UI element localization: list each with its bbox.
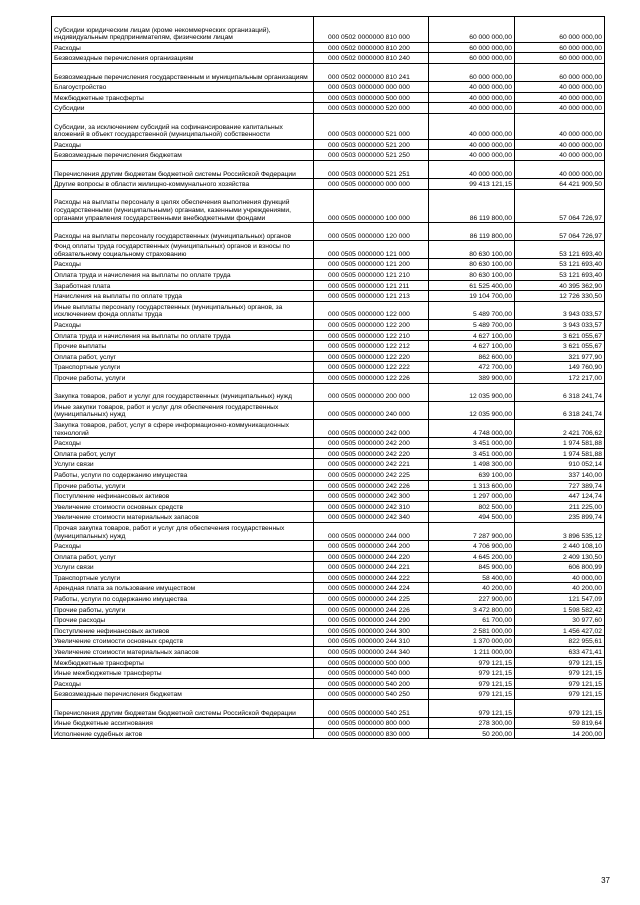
row-name: Оплата работ, услуг (52, 351, 314, 362)
row-fact: 3 943 033,57 (515, 320, 605, 331)
row-fact: 1 598 582,42 (515, 604, 605, 615)
row-fact: 40 000,00 (515, 572, 605, 583)
row-name: Расходы (52, 259, 314, 270)
row-name: Расходы (52, 438, 314, 449)
row-name: Оплата труда и начисления на выплаты по оплате труда (52, 270, 314, 281)
table-row (52, 615, 605, 626)
table-row (52, 63, 605, 81)
row-plan: 60 000 000,00 (429, 63, 515, 81)
row-name: Расходы (52, 42, 314, 53)
row-plan: 60 000 000,00 (429, 17, 515, 43)
row-plan: 4 645 200,00 (429, 551, 515, 562)
row-fact: 59 819,64 (515, 718, 605, 729)
row-code: 000 0505 0000000 242 221 (314, 459, 429, 470)
table-row (52, 351, 605, 362)
row-fact: 979 121,15 (515, 689, 605, 700)
row-fact: 40 200,00 (515, 583, 605, 594)
table-row (52, 401, 605, 419)
row-name: Расходы (52, 678, 314, 689)
row-plan: 979 121,15 (429, 700, 515, 718)
row-name: Закупка товаров, работ, услуг в сфере информационно-коммуникационных технологий (52, 419, 314, 437)
row-code: 000 0505 0000000 244 224 (314, 583, 429, 594)
table-row (52, 728, 605, 739)
row-code: 000 0505 0000000 122 210 (314, 330, 429, 341)
row-name: Увеличение стоимости материальных запасов (52, 647, 314, 658)
row-plan: 86 119 800,00 (429, 223, 515, 241)
row-fact: 53 121 693,40 (515, 270, 605, 281)
row-code: 000 0505 0000000 244 221 (314, 562, 429, 573)
table-row (52, 459, 605, 470)
row-code: 000 0502 0000000 810 240 (314, 53, 429, 64)
row-plan: 5 489 700,00 (429, 320, 515, 331)
table-row (52, 419, 605, 437)
row-name: Прочие работы, услуги (52, 480, 314, 491)
row-name: Расходы (52, 320, 314, 331)
row-name: Услуги связи (52, 562, 314, 573)
row-code: 000 0505 0000000 540 251 (314, 700, 429, 718)
row-name: Прочая закупка товаров, работ и услуг для обеспечения государственных (муниципальных) нужд (52, 522, 314, 540)
row-code: 000 0505 0000000 830 000 (314, 728, 429, 739)
row-fact: 979 121,15 (515, 678, 605, 689)
row-name: Фонд оплаты труда государственных (муниципальных) органов и взносы по обязательному социальному страхованию (52, 241, 314, 259)
row-plan: 61 525 400,00 (429, 280, 515, 291)
row-fact: 53 121 693,40 (515, 259, 605, 270)
row-plan: 40 200,00 (429, 583, 515, 594)
table-row (52, 189, 605, 222)
row-name: Исполнение судебных актов (52, 728, 314, 739)
table-row (52, 330, 605, 341)
row-plan: 5 489 700,00 (429, 301, 515, 319)
row-fact: 40 000 000,00 (515, 103, 605, 114)
row-fact: 633 471,41 (515, 647, 605, 658)
row-code: 000 0505 0000000 122 200 (314, 320, 429, 331)
row-code: 000 0505 0000000 000 000 (314, 179, 429, 190)
row-code: 000 0505 0000000 540 000 (314, 668, 429, 679)
row-code: 000 0505 0000000 100 000 (314, 189, 429, 222)
row-name: Безвозмездные перечисления организациям (52, 53, 314, 64)
row-fact: 57 064 726,97 (515, 189, 605, 222)
row-code: 000 0503 0000000 521 251 (314, 160, 429, 178)
row-code: 000 0502 0000000 810 241 (314, 63, 429, 81)
table-row (52, 150, 605, 161)
row-code: 000 0505 0000000 120 000 (314, 223, 429, 241)
row-name: Прочие работы, услуги (52, 373, 314, 384)
row-fact: 30 977,60 (515, 615, 605, 626)
row-plan: 60 000 000,00 (429, 53, 515, 64)
row-code: 000 0505 0000000 244 000 (314, 522, 429, 540)
row-plan: 4 748 000,00 (429, 419, 515, 437)
row-name: Другие вопросы в области жилищно-коммунального хозяйства (52, 179, 314, 190)
row-code: 000 0503 0000000 000 000 (314, 82, 429, 93)
table-row (52, 438, 605, 449)
table-row (52, 700, 605, 718)
row-code: 000 0505 0000000 240 000 (314, 401, 429, 419)
row-code: 000 0505 0000000 500 000 (314, 657, 429, 668)
row-code: 000 0505 0000000 540 200 (314, 678, 429, 689)
row-plan: 1 297 000,00 (429, 491, 515, 502)
row-name: Перечисления другим бюджетам бюджетной системы Российской Федерации (52, 700, 314, 718)
row-fact: 6 318 241,74 (515, 401, 605, 419)
row-name: Субсидии, за исключением субсидий на софинансирование капитальных вложений в объект государственной (муниципальной) собственности (52, 113, 314, 139)
row-name: Транспортные услуги (52, 362, 314, 373)
table-row (52, 42, 605, 53)
table-row (52, 362, 605, 373)
row-fact: 40 000 000,00 (515, 82, 605, 93)
row-fact: 60 000 000,00 (515, 63, 605, 81)
row-fact: 979 121,15 (515, 657, 605, 668)
row-plan: 40 000 000,00 (429, 139, 515, 150)
table-row (52, 448, 605, 459)
table-row (52, 160, 605, 178)
table-row (52, 562, 605, 573)
row-code: 000 0505 0000000 242 225 (314, 469, 429, 480)
row-code: 000 0505 0000000 121 213 (314, 291, 429, 302)
table-row (52, 636, 605, 647)
row-fact: 2 409 130,50 (515, 551, 605, 562)
row-fact: 40 000 000,00 (515, 92, 605, 103)
row-fact: 979 121,15 (515, 700, 605, 718)
row-fact: 40 000 000,00 (515, 139, 605, 150)
row-code: 000 0505 0000000 122 222 (314, 362, 429, 373)
row-plan: 4 706 900,00 (429, 541, 515, 552)
row-name: Оплата работ, услуг (52, 448, 314, 459)
row-code: 000 0503 0000000 500 000 (314, 92, 429, 103)
row-fact: 727 389,74 (515, 480, 605, 491)
row-code: 000 0505 0000000 244 310 (314, 636, 429, 647)
row-fact: 3 943 033,57 (515, 301, 605, 319)
row-plan: 1 313 600,00 (429, 480, 515, 491)
table-row (52, 689, 605, 700)
row-name: Увеличение стоимости основных средств (52, 636, 314, 647)
table-row (52, 179, 605, 190)
row-name: Межбюджетные трансферты (52, 92, 314, 103)
table-row (52, 301, 605, 319)
row-code: 000 0505 0000000 242 220 (314, 448, 429, 459)
row-code: 000 0505 0000000 200 000 (314, 383, 429, 401)
row-fact: 60 000 000,00 (515, 53, 605, 64)
row-name: Работы, услуги по содержанию имущества (52, 594, 314, 605)
row-code: 000 0505 0000000 242 226 (314, 480, 429, 491)
row-plan: 472 700,00 (429, 362, 515, 373)
row-plan: 86 119 800,00 (429, 189, 515, 222)
row-fact: 40 000 000,00 (515, 113, 605, 139)
row-plan: 2 581 000,00 (429, 625, 515, 636)
row-name: Безвозмездные перечисления бюджетам (52, 150, 314, 161)
row-code: 000 0505 0000000 242 200 (314, 438, 429, 449)
row-fact: 321 977,90 (515, 351, 605, 362)
row-fact: 235 899,74 (515, 512, 605, 523)
row-code: 000 0505 0000000 244 200 (314, 541, 429, 552)
row-code: 000 0505 0000000 242 340 (314, 512, 429, 523)
row-fact: 1 456 427,02 (515, 625, 605, 636)
row-fact: 2 421 706,62 (515, 419, 605, 437)
row-plan: 12 035 900,00 (429, 401, 515, 419)
row-name: Оплата работ, услуг (52, 551, 314, 562)
row-code: 000 0505 0000000 244 300 (314, 625, 429, 636)
row-plan: 40 000 000,00 (429, 160, 515, 178)
row-fact: 606 800,99 (515, 562, 605, 573)
row-fact: 60 000 000,00 (515, 17, 605, 43)
row-name: Прочие работы, услуги (52, 604, 314, 615)
row-name: Иные выплаты персоналу государственных (муниципальных) органов, за исключением фонда оплаты труда (52, 301, 314, 319)
row-fact: 40 000 000,00 (515, 160, 605, 178)
row-code: 000 0503 0000000 521 200 (314, 139, 429, 150)
row-code: 000 0505 0000000 244 220 (314, 551, 429, 562)
row-fact: 12 726 330,50 (515, 291, 605, 302)
row-name: Поступление нефинансовых активов (52, 625, 314, 636)
row-code: 000 0503 0000000 520 000 (314, 103, 429, 114)
row-code: 000 0505 0000000 121 000 (314, 241, 429, 259)
table-row (52, 522, 605, 540)
row-code: 000 0505 0000000 121 210 (314, 270, 429, 281)
row-code: 000 0505 0000000 540 250 (314, 689, 429, 700)
table-row (52, 241, 605, 259)
row-code: 000 0505 0000000 122 212 (314, 341, 429, 352)
table-row (52, 501, 605, 512)
row-fact: 979 121,15 (515, 668, 605, 679)
row-plan: 40 000 000,00 (429, 82, 515, 93)
row-fact: 14 200,00 (515, 728, 605, 739)
row-name: Расходы (52, 139, 314, 150)
row-name: Безвозмездные перечисления государственным и муниципальным организациям (52, 63, 314, 81)
row-plan: 3 451 000,00 (429, 438, 515, 449)
table-row (52, 53, 605, 64)
table-row (52, 103, 605, 114)
row-fact: 172 217,00 (515, 373, 605, 384)
row-name: Оплата труда и начисления на выплаты по оплате труда (52, 330, 314, 341)
row-code: 000 0505 0000000 242 000 (314, 419, 429, 437)
row-name: Начисления на выплаты по оплате труда (52, 291, 314, 302)
row-fact: 211 225,00 (515, 501, 605, 512)
row-fact: 910 052,14 (515, 459, 605, 470)
row-plan: 802 500,00 (429, 501, 515, 512)
row-name: Услуги связи (52, 459, 314, 470)
row-code: 000 0505 0000000 242 300 (314, 491, 429, 502)
row-fact: 1 974 581,88 (515, 448, 605, 459)
table-row (52, 678, 605, 689)
row-code: 000 0502 0000000 810 200 (314, 42, 429, 53)
table-row (52, 572, 605, 583)
row-name: Транспортные услуги (52, 572, 314, 583)
row-code: 000 0505 0000000 121 200 (314, 259, 429, 270)
row-plan: 40 000 000,00 (429, 113, 515, 139)
row-name: Увеличение стоимости основных средств (52, 501, 314, 512)
row-plan: 80 630 100,00 (429, 241, 515, 259)
row-plan: 227 900,00 (429, 594, 515, 605)
row-fact: 57 064 726,97 (515, 223, 605, 241)
row-plan: 40 000 000,00 (429, 150, 515, 161)
table-row (52, 373, 605, 384)
row-name: Увеличение стоимости материальных запасов (52, 512, 314, 523)
row-fact: 121 547,09 (515, 594, 605, 605)
row-plan: 639 100,00 (429, 469, 515, 480)
table-row (52, 594, 605, 605)
row-plan: 979 121,15 (429, 678, 515, 689)
table-row (52, 223, 605, 241)
table-row (52, 113, 605, 139)
row-plan: 4 627 100,00 (429, 330, 515, 341)
row-fact: 64 421 909,50 (515, 179, 605, 190)
row-name: Прочие расходы (52, 615, 314, 626)
row-fact: 447 124,74 (515, 491, 605, 502)
row-plan: 979 121,15 (429, 689, 515, 700)
row-code: 000 0505 0000000 800 000 (314, 718, 429, 729)
table-row (52, 541, 605, 552)
row-name: Межбюджетные трансферты (52, 657, 314, 668)
row-fact: 40 000 000,00 (515, 150, 605, 161)
row-code: 000 0505 0000000 122 220 (314, 351, 429, 362)
row-name: Заработная плата (52, 280, 314, 291)
table-row (52, 657, 605, 668)
row-fact: 60 000 000,00 (515, 42, 605, 53)
row-fact: 822 955,61 (515, 636, 605, 647)
row-plan: 7 287 900,00 (429, 522, 515, 540)
row-code: 000 0505 0000000 244 340 (314, 647, 429, 658)
row-name: Поступление нефинансовых активов (52, 491, 314, 502)
table-row (52, 139, 605, 150)
row-plan: 979 121,15 (429, 668, 515, 679)
row-plan: 61 700,00 (429, 615, 515, 626)
row-plan: 40 000 000,00 (429, 103, 515, 114)
table-row (52, 259, 605, 270)
table-row (52, 92, 605, 103)
table-row (52, 17, 605, 43)
row-fact: 40 395 362,90 (515, 280, 605, 291)
row-plan: 845 900,00 (429, 562, 515, 573)
row-name: Работы, услуги по содержанию имущества (52, 469, 314, 480)
table-row (52, 647, 605, 658)
row-plan: 979 121,15 (429, 657, 515, 668)
table-row (52, 341, 605, 352)
row-plan: 494 500,00 (429, 512, 515, 523)
row-plan: 3 472 800,00 (429, 604, 515, 615)
row-plan: 19 104 700,00 (429, 291, 515, 302)
row-code: 000 0505 0000000 244 290 (314, 615, 429, 626)
row-name: Субсидии (52, 103, 314, 114)
row-fact: 1 974 581,88 (515, 438, 605, 449)
row-code: 000 0505 0000000 244 226 (314, 604, 429, 615)
row-fact: 53 121 693,40 (515, 241, 605, 259)
row-code: 000 0505 0000000 244 222 (314, 572, 429, 583)
row-plan: 12 035 900,00 (429, 383, 515, 401)
table-row (52, 512, 605, 523)
table-row (52, 718, 605, 729)
row-name: Субсидии юридическим лицам (кроме некоммерческих организаций), индивидуальным предпринимателям, физическим лицам (52, 17, 314, 43)
row-plan: 1 498 300,00 (429, 459, 515, 470)
table-row (52, 604, 605, 615)
row-plan: 60 000 000,00 (429, 42, 515, 53)
row-plan: 278 300,00 (429, 718, 515, 729)
table-row (52, 583, 605, 594)
row-plan: 4 627 100,00 (429, 341, 515, 352)
row-plan: 1 211 000,00 (429, 647, 515, 658)
row-code: 000 0505 0000000 121 211 (314, 280, 429, 291)
row-name: Перечисления другим бюджетам бюджетной системы Российской Федерации (52, 160, 314, 178)
row-fact: 149 760,90 (515, 362, 605, 373)
row-name: Безвозмездные перечисления бюджетам (52, 689, 314, 700)
row-plan: 80 630 100,00 (429, 270, 515, 281)
table-row (52, 320, 605, 331)
page-number: 37 (601, 876, 610, 885)
row-name: Расходы на выплаты персоналу в целях обеспечения выполнения функций государственными (муниципальными) органами, казенными учреждениями, органами управления государственными внебюджетными фондами (52, 189, 314, 222)
table-row (52, 270, 605, 281)
row-plan: 1 370 000,00 (429, 636, 515, 647)
row-name: Благоустройство (52, 82, 314, 93)
row-code: 000 0505 0000000 244 225 (314, 594, 429, 605)
row-plan: 862 600,00 (429, 351, 515, 362)
row-name: Расходы (52, 541, 314, 552)
row-fact: 3 896 535,12 (515, 522, 605, 540)
row-plan: 389 900,00 (429, 373, 515, 384)
table-row (52, 625, 605, 636)
budget-table (51, 16, 605, 739)
table-row (52, 480, 605, 491)
table-row (52, 551, 605, 562)
table-row (52, 82, 605, 93)
table-row (52, 491, 605, 502)
row-fact: 3 621 055,67 (515, 341, 605, 352)
row-name: Закупка товаров, работ и услуг для государственных (муниципальных) нужд (52, 383, 314, 401)
row-code: 000 0505 0000000 122 226 (314, 373, 429, 384)
row-plan: 3 451 000,00 (429, 448, 515, 459)
row-name: Расходы на выплаты персоналу государственных (муниципальных) органов (52, 223, 314, 241)
table-row (52, 291, 605, 302)
row-plan: 99 413 121,15 (429, 179, 515, 190)
row-code: 000 0503 0000000 521 250 (314, 150, 429, 161)
row-plan: 40 000 000,00 (429, 92, 515, 103)
row-fact: 337 140,00 (515, 469, 605, 480)
row-plan: 80 630 100,00 (429, 259, 515, 270)
row-name: Прочие выплаты (52, 341, 314, 352)
table-row (52, 469, 605, 480)
row-fact: 3 621 055,67 (515, 330, 605, 341)
table-row (52, 280, 605, 291)
table-row (52, 383, 605, 401)
row-code: 000 0505 0000000 242 310 (314, 501, 429, 512)
row-name: Иные бюджетные ассигнования (52, 718, 314, 729)
row-plan: 50 200,00 (429, 728, 515, 739)
table-row (52, 668, 605, 679)
row-code: 000 0505 0000000 122 000 (314, 301, 429, 319)
row-name: Арендная плата за пользование имуществом (52, 583, 314, 594)
row-code: 000 0502 0000000 810 000 (314, 17, 429, 43)
row-name: Иные закупки товаров, работ и услуг для обеспечения государственных (муниципальных) нужд (52, 401, 314, 419)
row-name: Иные межбюджетные трансферты (52, 668, 314, 679)
row-code: 000 0503 0000000 521 000 (314, 113, 429, 139)
row-fact: 6 318 241,74 (515, 383, 605, 401)
budget-table-body (52, 17, 605, 739)
row-fact: 2 440 108,10 (515, 541, 605, 552)
row-plan: 58 400,00 (429, 572, 515, 583)
